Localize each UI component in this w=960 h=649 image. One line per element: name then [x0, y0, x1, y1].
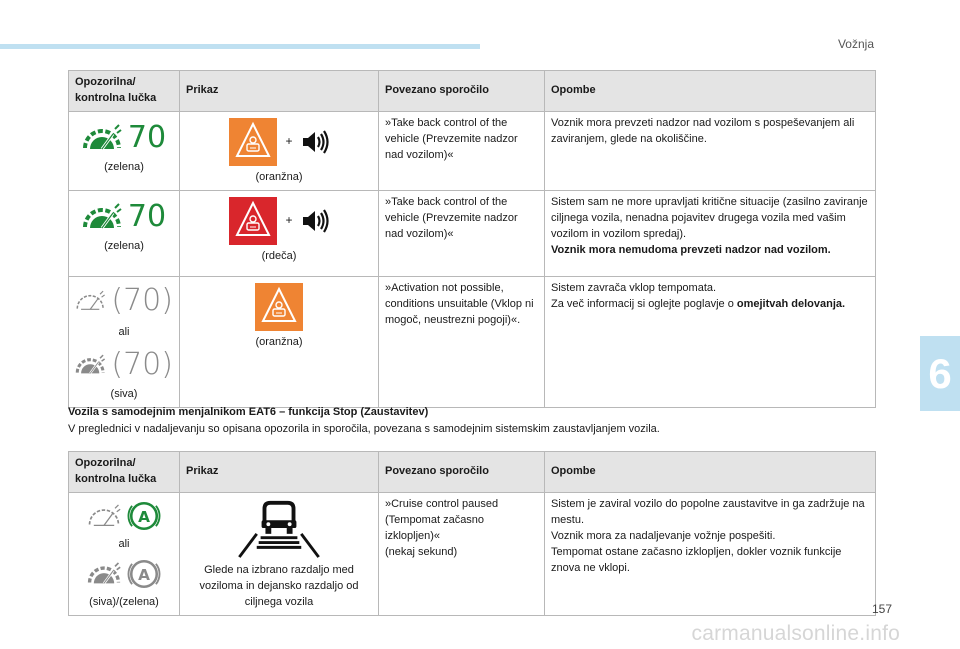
speedometer-icon	[87, 502, 121, 530]
notes-text: Sistem zavrača vklop tempomata.	[551, 281, 717, 294]
notes-cell	[545, 276, 876, 407]
speed-value: 70	[127, 198, 167, 234]
notes-line: Tempomat ostane začasno izklopljen, dokler voznik funkcije znova ne vklopi.	[551, 545, 842, 574]
column-header-lamp: Opozorilna/ kontrolna lučka	[69, 452, 180, 493]
column-header-message: Povezano sporočilo	[379, 71, 545, 112]
driver-warning-icon	[229, 197, 277, 245]
notes-reference-prefix: Za več informacij si oglejte poglavje o	[551, 297, 737, 310]
following-distance-icon	[234, 499, 324, 559]
column-header-display: Prikaz	[180, 71, 379, 112]
message-cell	[379, 492, 545, 615]
lamp-cell	[69, 492, 180, 615]
notes-cell	[545, 190, 876, 276]
lamp-cell	[69, 276, 180, 407]
message-cell: »Activation not possible, conditions unsuitable (Vklop ni mogoč, neustrezni pogoji)«.	[379, 276, 545, 407]
chapter-number: 6	[928, 349, 952, 397]
notes-reference-link: omejitvah delovanja.	[736, 297, 846, 310]
lamp-color-label: (siva)/(zelena)	[89, 595, 159, 608]
speedometer-icon	[82, 122, 122, 154]
lamp-color-label: (siva)	[110, 387, 138, 400]
plus-sign: +	[285, 213, 293, 228]
message-cell: »Take back control of the vehicle (Prevzemite nadzor nad vozilom)«	[379, 111, 545, 190]
speedometer-icon	[87, 560, 121, 588]
lamp-color-label: (zelena)	[104, 160, 144, 173]
intro-title: Vozila s samodejnim menjalnikom EAT6 – funkcija Stop (Zaustavitev)	[68, 406, 429, 418]
display-cell	[180, 276, 379, 407]
automatic-stop-icon	[127, 499, 161, 533]
chapter-tab	[920, 336, 960, 411]
intro-section	[68, 404, 888, 437]
notes-bold-text: Voznik mora nemudoma prevzeti nadzor nad vozilom.	[551, 243, 831, 256]
lamp-cell	[69, 190, 180, 276]
driver-warning-icon	[255, 283, 303, 331]
display-cell	[180, 111, 379, 190]
column-header-display: Prikaz	[180, 452, 379, 493]
column-header-notes: Opombe	[545, 452, 876, 493]
speed-value: (70)	[111, 282, 173, 318]
driver-warning-icon	[229, 118, 277, 166]
header-accent-bar	[0, 44, 480, 49]
display-color-label: (oranžna)	[255, 170, 303, 183]
intro-text: V preglednici v nadaljevanju so opisana opozorila in sporočila, povezana s samodejnim sistemskim zaustavljanjem vozila.	[68, 422, 660, 435]
message-line: (nekaj sekund)	[385, 545, 458, 558]
or-label: ali	[118, 325, 130, 338]
speed-value: 70	[127, 119, 167, 155]
automatic-stop-icon	[127, 557, 161, 591]
speedometer-icon	[75, 285, 105, 317]
page-number: 157	[871, 602, 892, 616]
or-label: ali	[118, 537, 130, 550]
speedometer-icon	[82, 201, 122, 233]
speed-value-number: 70	[123, 346, 162, 382]
column-header-notes: Opombe	[545, 71, 876, 112]
notes-line: Sistem je zaviral vozilo do popolne zaustavitve in ga zadržuje na mestu.	[551, 497, 865, 526]
display-cell	[180, 190, 379, 276]
display-cell	[180, 492, 379, 615]
table-row	[69, 190, 876, 276]
section-title: Vožnja	[837, 37, 874, 51]
message-cell: »Take back control of the vehicle (Prevzemite nadzor nad vozilom)«	[379, 190, 545, 276]
notes-cell	[545, 492, 876, 615]
speaker-icon	[301, 209, 329, 233]
table-header-row	[69, 71, 876, 112]
message-line: »Cruise control paused	[385, 497, 499, 510]
speed-value: (70)	[111, 346, 173, 382]
display-color-label: (oranžna)	[255, 335, 303, 348]
table-row	[69, 492, 876, 615]
display-color-label: (rdeča)	[261, 249, 297, 262]
plus-sign: +	[285, 134, 293, 149]
column-header-lamp: Opozorilna/ kontrolna lučka	[69, 71, 180, 112]
warnings-table-cruise-control	[68, 70, 876, 408]
display-description: Glede na izbrano razdaljo med voziloma in dejansko razdaljo od ciljnega vozila	[199, 563, 359, 608]
lamp-color-label: (zelena)	[104, 239, 144, 252]
watermark: carmanualsonline.info	[691, 622, 900, 645]
table-row	[69, 276, 876, 407]
speed-value-number: 70	[123, 282, 162, 318]
notes-reference	[551, 297, 869, 313]
table-row	[69, 111, 876, 190]
lamp-cell	[69, 111, 180, 190]
message-line: izklopljen)«	[385, 529, 441, 542]
table-header-row	[69, 452, 876, 493]
notes-cell: Voznik mora prevzeti nadzor nad vozilom s pospeševanjem ali zaviranjem, glede na okoliščine.	[545, 111, 876, 190]
speedometer-icon	[75, 349, 105, 381]
speaker-icon	[301, 130, 329, 154]
column-header-message: Povezano sporočilo	[379, 452, 545, 493]
message-line: (Tempomat začasno	[385, 513, 485, 526]
warnings-table-automatic-stop	[68, 451, 876, 616]
notes-text: Sistem sam ne more upravljati kritične situacije (zasilno zaviranje ciljnega vozila, nenadna pojavitev drugega vozila med vašim vozilom in vozilom spredaj).	[551, 195, 868, 240]
notes-line: Voznik mora za nadaljevanje vožnje pospešiti.	[551, 529, 776, 542]
